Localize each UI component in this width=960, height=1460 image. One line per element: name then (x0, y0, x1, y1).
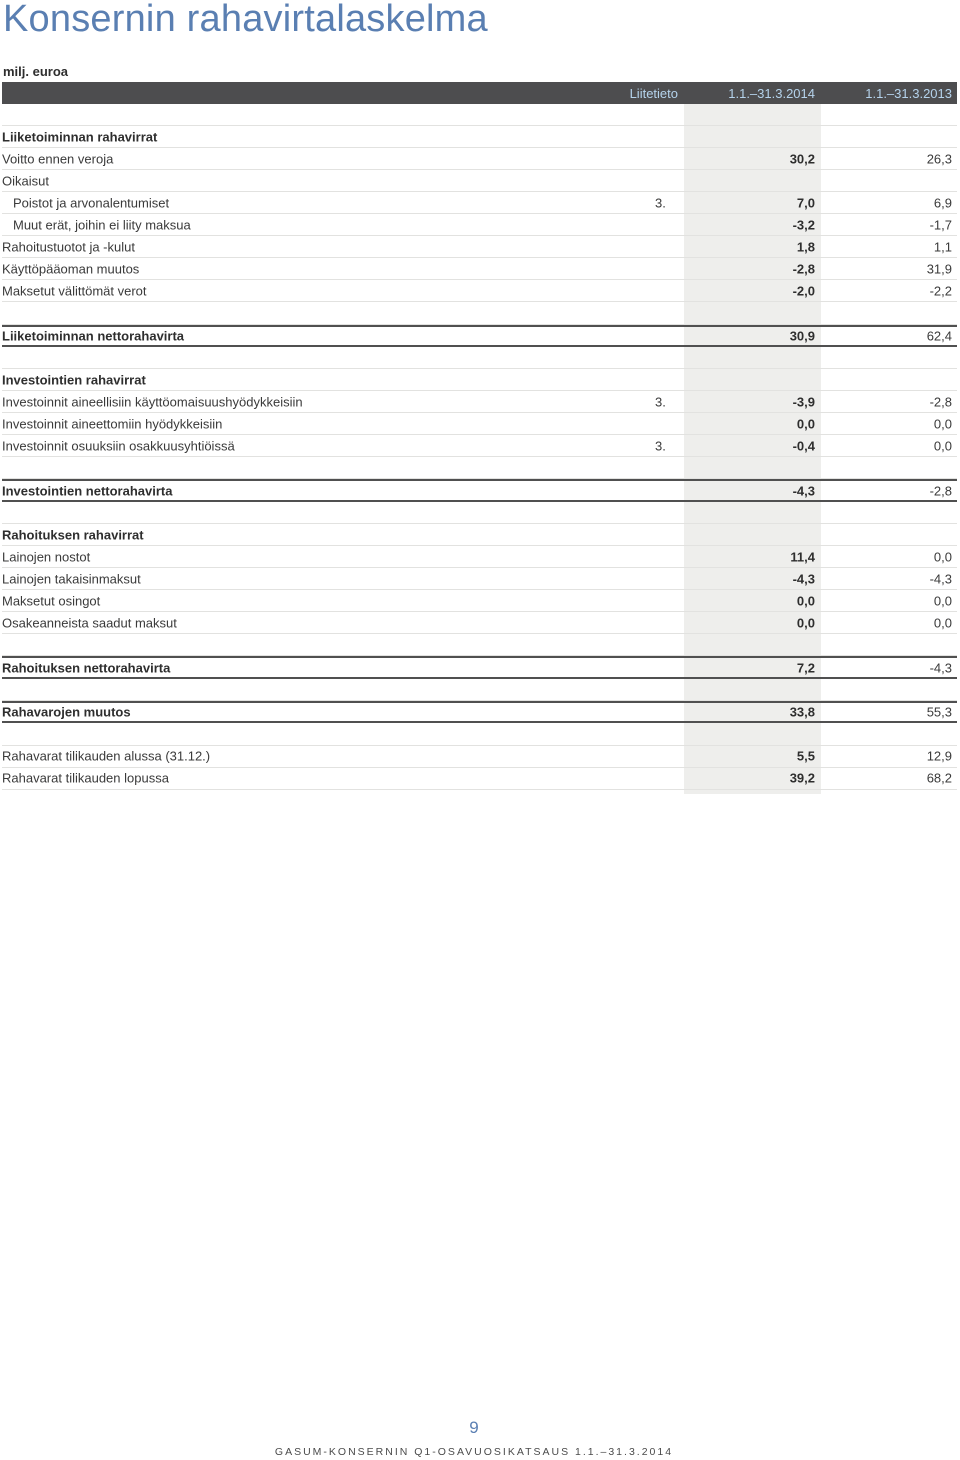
spacer-row (2, 634, 957, 656)
table-row: Käyttöpääoman muutos -2,8 31,9 (2, 258, 957, 280)
cash-flow-table (2, 82, 957, 790)
page-title: Konsernin rahavirtalaskelma (3, 0, 488, 40)
table-row: Rahavarat tilikauden lopussa 39,2 68,2 (2, 768, 957, 790)
total-row: Rahavarojen muutos 33,8 55,3 (2, 701, 957, 723)
spacer-row (2, 104, 957, 126)
table-row: Oikaisut (2, 170, 957, 192)
section-heading: Rahoituksen rahavirrat (2, 524, 957, 546)
table-row: Lainojen takaisinmaksut -4,3 -4,3 (2, 568, 957, 590)
total-row: Rahoituksen nettorahavirta 7,2 -4,3 (2, 656, 957, 678)
page-number: 9 (469, 1418, 479, 1437)
total-row: Liiketoiminnan nettorahavirta 30,9 62,4 (2, 325, 957, 347)
table-row: Investoinnit aineellisiin käyttöomaisuushyödykkeisiin 3. -3,9 -2,8 (2, 391, 957, 413)
table-row: Investoinnit aineettomiin hyödykkeisiin 0,0 0,0 (2, 413, 957, 435)
table-row: Investoinnit osuuksiin osakkuusyhtiöissä 3. -0,4 0,0 (2, 435, 957, 457)
header-col-2014: 1.1.–31.3.2014 (728, 85, 815, 101)
spacer-row (2, 679, 957, 701)
table-row: Voitto ennen veroja 30,2 26,3 (2, 148, 957, 170)
spacer-row (2, 502, 957, 524)
table-row: Lainojen nostot 11,4 0,0 (2, 546, 957, 568)
table-row: Maksetut välittömät verot -2,0 -2,2 (2, 280, 957, 302)
spacer-row (2, 457, 957, 479)
header-col-2013: 1.1.–31.3.2013 (865, 85, 952, 101)
table-row: Poistot ja arvonalentumiset 3. 7,0 6,9 (2, 192, 957, 214)
header-note: Liitetieto (629, 85, 678, 101)
spacer-row (2, 723, 957, 745)
spacer-row (2, 302, 957, 324)
table-row: Osakeanneista saadut maksut 0,0 0,0 (2, 612, 957, 634)
table-row: Muut erät, joihin ei liity maksua -3,2 -1,7 (2, 214, 957, 236)
section-heading: Liiketoiminnan rahavirrat (2, 126, 957, 148)
total-row: Investointien nettorahavirta -4,3 -2,8 (2, 479, 957, 501)
unit-label: milj. euroa (3, 64, 69, 79)
table-header (2, 82, 957, 104)
page-footer: GASUM-KONSERNIN Q1-OSAVUOSIKATSAUS 1.1.–31.3.2014 (274, 1446, 674, 1458)
spacer-row (2, 347, 957, 369)
table-row: Maksetut osingot 0,0 0,0 (2, 590, 957, 612)
table-row: Rahoitustuotot ja -kulut 1,8 1,1 (2, 236, 957, 258)
section-heading: Investointien rahavirrat (2, 369, 957, 391)
table-row: Rahavarat tilikauden alussa (31.12.) 5,5 12,9 (2, 746, 957, 768)
